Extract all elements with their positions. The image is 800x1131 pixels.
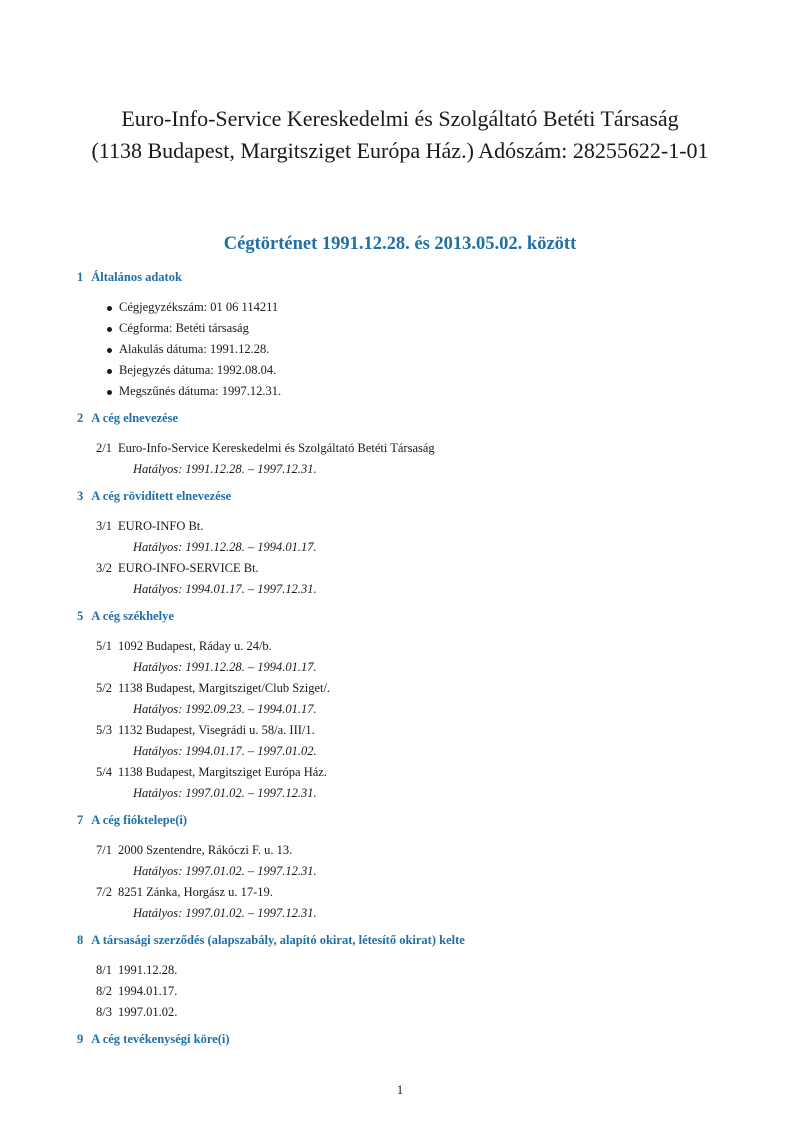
entry-number: 5/2 bbox=[96, 681, 112, 695]
section-number: 2 bbox=[77, 411, 84, 425]
section-heading bbox=[77, 489, 777, 504]
section-heading bbox=[77, 1032, 777, 1047]
company-address-taxid: (1138 Budapest, Margitsziget Európa Ház.) Adószám: 28255622-1-01 bbox=[91, 138, 709, 163]
entry-number: 2/1 bbox=[96, 441, 112, 455]
document-content bbox=[77, 270, 777, 1047]
section-title: A cég fióktelepe(i) bbox=[91, 813, 188, 827]
section-number: 9 bbox=[77, 1032, 84, 1046]
list-item: Megszűnés dátuma: 1997.12.31. bbox=[105, 381, 777, 402]
entry-list bbox=[77, 516, 777, 600]
entry-text: 1997.01.02. bbox=[117, 1005, 178, 1019]
section-short-name bbox=[77, 489, 777, 600]
entry-row bbox=[96, 516, 777, 537]
section-number: 8 bbox=[77, 933, 84, 947]
entry-text: 1138 Budapest, Margitsziget Európa Ház. bbox=[117, 765, 327, 779]
entry-number: 5/3 bbox=[96, 723, 112, 737]
section-number: 1 bbox=[77, 270, 84, 284]
section-heading bbox=[77, 411, 777, 426]
general-data-list bbox=[77, 297, 777, 402]
list-item: Cégforma: Betéti társaság bbox=[105, 318, 777, 339]
section-heading bbox=[77, 270, 777, 285]
list-item: Alakulás dátuma: 1991.12.28. bbox=[105, 339, 777, 360]
entry-text: Euro-Info-Service Kereskedelmi és Szolgáltató Betéti Társaság bbox=[117, 441, 435, 455]
entry-text: 1132 Budapest, Visegrádi u. 58/a. III/1. bbox=[117, 723, 315, 737]
company-name: Euro-Info-Service Kereskedelmi és Szolgáltató Betéti Társaság bbox=[121, 106, 679, 131]
section-articles-date bbox=[77, 933, 777, 1023]
entry-list bbox=[77, 960, 777, 1023]
list-item: Cégjegyzékszám: 01 06 114211 bbox=[105, 297, 777, 318]
entry-validity: Hatályos: 1991.12.28. – 1994.01.17. bbox=[133, 540, 317, 554]
entry-text: 1991.12.28. bbox=[117, 963, 178, 977]
document-title: Cégtörténet 1991.12.28. és 2013.05.02. között bbox=[223, 234, 577, 254]
entry-text: 8251 Zánka, Horgász u. 17-19. bbox=[117, 885, 273, 899]
entry-row bbox=[96, 981, 777, 1002]
section-heading bbox=[77, 609, 777, 624]
entry-row bbox=[96, 1002, 777, 1023]
entry-row bbox=[96, 558, 777, 579]
entry-text: EURO-INFO Bt. bbox=[117, 519, 204, 533]
entry-text: 2000 Szentendre, Rákóczi F. u. 13. bbox=[117, 843, 293, 857]
entry-list bbox=[77, 840, 777, 924]
section-number: 7 bbox=[77, 813, 84, 827]
section-title: A cég székhelye bbox=[91, 609, 174, 623]
section-title: A cég tevékenységi köre(i) bbox=[91, 1032, 230, 1046]
entry-number: 7/1 bbox=[96, 843, 112, 857]
entry-validity: Hatályos: 1997.01.02. – 1997.12.31. bbox=[133, 906, 317, 920]
section-title: A cég rövidített elnevezése bbox=[91, 489, 232, 503]
entry-number: 5/4 bbox=[96, 765, 112, 779]
entry-number: 3/1 bbox=[96, 519, 112, 533]
entry-number: 8/2 bbox=[96, 984, 112, 998]
entry-list bbox=[77, 438, 777, 480]
section-number: 5 bbox=[77, 609, 84, 623]
entry-row bbox=[96, 636, 777, 657]
entry-row bbox=[96, 678, 777, 699]
section-branches bbox=[77, 813, 777, 924]
entry-row bbox=[96, 438, 777, 459]
entry-validity: Hatályos: 1994.01.17. – 1997.12.31. bbox=[133, 582, 317, 596]
entry-row bbox=[96, 720, 777, 741]
entry-validity: Hatályos: 1997.01.02. – 1997.12.31. bbox=[133, 786, 317, 800]
section-activities bbox=[77, 1032, 777, 1047]
company-header bbox=[0, 103, 800, 167]
entry-validity: Hatályos: 1991.12.28. – 1994.01.17. bbox=[133, 660, 317, 674]
section-number: 3 bbox=[77, 489, 84, 503]
entry-row bbox=[96, 882, 777, 903]
entry-text: 1138 Budapest, Margitsziget/Club Sziget/. bbox=[117, 681, 331, 695]
section-general-data bbox=[77, 270, 777, 402]
entry-number: 5/1 bbox=[96, 639, 112, 653]
entry-text: EURO-INFO-SERVICE Bt. bbox=[117, 561, 259, 575]
entry-validity: Hatályos: 1992.09.23. – 1994.01.17. bbox=[133, 702, 317, 716]
entry-number: 3/2 bbox=[96, 561, 112, 575]
list-item: Bejegyzés dátuma: 1992.08.04. bbox=[105, 360, 777, 381]
section-heading bbox=[77, 813, 777, 828]
section-title: A cég elnevezése bbox=[91, 411, 179, 425]
entry-text: 1092 Budapest, Ráday u. 24/b. bbox=[117, 639, 272, 653]
entry-row bbox=[96, 840, 777, 861]
section-headquarters bbox=[77, 609, 777, 804]
entry-validity: Hatályos: 1994.01.17. – 1997.01.02. bbox=[133, 744, 317, 758]
section-heading bbox=[77, 933, 777, 948]
entry-validity: Hatályos: 1997.01.02. – 1997.12.31. bbox=[133, 864, 317, 878]
entry-number: 8/1 bbox=[96, 963, 112, 977]
entry-number: 8/3 bbox=[96, 1005, 112, 1019]
section-title: Általános adatok bbox=[91, 270, 182, 284]
entry-validity: Hatályos: 1991.12.28. – 1997.12.31. bbox=[133, 462, 317, 476]
section-title: A társasági szerződés (alapszabály, alapító okirat, létesítő okirat) kelte bbox=[91, 933, 465, 947]
entry-row bbox=[96, 762, 777, 783]
entry-number: 7/2 bbox=[96, 885, 112, 899]
entry-row bbox=[96, 960, 777, 981]
page-number: 1 bbox=[396, 1082, 404, 1097]
entry-text: 1994.01.17. bbox=[117, 984, 178, 998]
section-company-name bbox=[77, 411, 777, 480]
entry-list bbox=[77, 636, 777, 804]
